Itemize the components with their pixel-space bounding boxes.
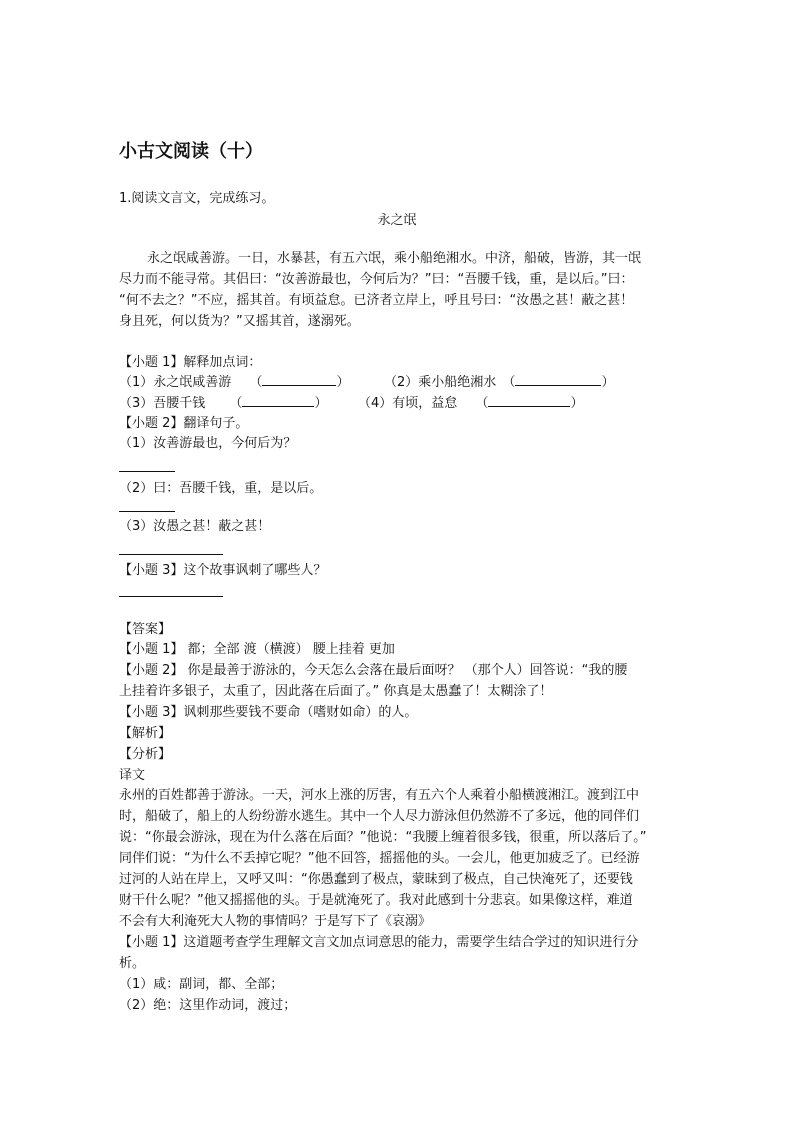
answer-line[interactable] bbox=[119, 554, 223, 555]
answer-line-text: 上挂着许多银子，太重了，因此落在后面了。” 你真是太愚蠢了！太糊涂了！ bbox=[119, 684, 553, 699]
answer-blank[interactable] bbox=[488, 394, 570, 407]
translation-line: 财干什么呢？”他又摇摇他的头。于是就淹死了。我对此感到十分悲哀。如果像这样，难道 bbox=[119, 893, 633, 908]
close-paren: ） bbox=[314, 396, 328, 411]
open-paren: （ bbox=[249, 375, 263, 390]
translation-line: 过河的人站在岸上，又呼又叫：“你愚蠢到了极点，蒙昧到了极点，自己快淹死了，还要钱 bbox=[119, 872, 633, 887]
analysis-heading: 【分析】 bbox=[119, 747, 172, 762]
passage-line: 永之氓咸善游。一日，水暴甚，有五六氓，乘小船绝湘水。中济，船破，皆游，其一氓 bbox=[147, 251, 642, 266]
analysis-line: （1）咸：副词，都、全部； bbox=[119, 977, 284, 992]
q2-heading: 【小题 2】翻译句子。 bbox=[119, 416, 249, 431]
q1-item-1 bbox=[119, 373, 349, 393]
close-paren: ） bbox=[570, 396, 584, 411]
page-title: 小古文阅读（十） bbox=[119, 141, 263, 162]
translation-line: 说：“你最会游泳，现在为什么落在后面？”他说：“我腰上缠着很多钱，很重，所以落后了。” bbox=[119, 830, 647, 845]
answer-blank[interactable] bbox=[515, 373, 601, 386]
q1-item-2 bbox=[384, 373, 614, 393]
analysis-line: 【小题 1】这道题考查学生理解文言文加点词意思的能力，需要学生结合学过的知识进行分 bbox=[119, 935, 639, 950]
q1-item-label: （2）乘小船绝湘水 bbox=[384, 375, 497, 390]
close-paren: ） bbox=[336, 375, 350, 390]
q1-item-label: （4）有顷，益怠 bbox=[358, 396, 458, 411]
q2-item-3: （3）汝愚之甚！蔽之甚！ bbox=[119, 519, 271, 534]
q2-item-2: （2）曰：吾腰千钱，重，是以后。 bbox=[119, 481, 323, 496]
answer-blank[interactable] bbox=[242, 394, 314, 407]
answer-line-text: 【小题 3】讽刺那些要钱不要命（嗜财如命）的人。 bbox=[119, 705, 418, 720]
q2-item-1: （1）汝善游最也，今何后为？ bbox=[119, 436, 297, 451]
answer-line[interactable] bbox=[119, 511, 175, 512]
translation-line: 不会有大利淹死大人物的事情吗？于是写下了《哀溺》 bbox=[119, 914, 432, 929]
q1-heading: 【小题 1】解释加点词： bbox=[119, 355, 262, 370]
translation-line: 永州的百姓都善于游泳。一天，河水上涨的厉害，有五六个人乘着小船横渡湘江。渡到江中 bbox=[119, 788, 640, 803]
translation-line: 同伴们说：“为什么不丢掉它呢？”他不回答，摇摇他的头。一会儿，他更加疲乏了。已经游 bbox=[119, 851, 640, 866]
answer-line[interactable] bbox=[119, 471, 175, 472]
translation-line: 时，船破了，船上的人纷纷游水逃生。其中一个人尽力游泳但仍然游不了多远，他的同伴们 bbox=[119, 809, 640, 824]
answer-line[interactable] bbox=[119, 596, 223, 597]
q3-heading: 【小题 3】这个故事讽刺了哪些人？ bbox=[119, 563, 327, 578]
passage-line: “何不去之？”不应，摇其首。有顷益怠。已济者立岸上，呼且号曰：“汝愚之甚！蔽之甚！ bbox=[119, 293, 634, 308]
passage-title: 永之氓 bbox=[377, 213, 417, 228]
q1-item-label: （3）吾腰千钱 bbox=[119, 396, 206, 411]
open-paren: （ bbox=[502, 375, 516, 390]
q1-item-4 bbox=[358, 394, 583, 414]
analysis-line: （2）绝：这里作动词，渡过； bbox=[119, 998, 297, 1013]
open-paren: （ bbox=[229, 396, 243, 411]
answer-line-text: 【小题 2】 你是最善于游泳的，今天怎么会落在最后面呀？ （那个人）回答说：“我的腰 bbox=[119, 663, 628, 678]
q1-item-label: （1）永之氓咸善游 bbox=[119, 375, 232, 390]
translation-heading: 译文 bbox=[119, 768, 146, 783]
open-paren: （ bbox=[475, 396, 489, 411]
passage-line: 身且死，何以货为？”又摇其首，遂溺死。 bbox=[119, 314, 360, 329]
question-intro: 1.阅读文言文，完成练习。 bbox=[119, 191, 275, 206]
q1-item-3 bbox=[119, 394, 327, 414]
answer-heading: 【答案】 bbox=[119, 622, 172, 637]
answer-blank[interactable] bbox=[262, 373, 336, 386]
analysis-line: 析。 bbox=[119, 956, 146, 971]
close-paren: ） bbox=[601, 375, 615, 390]
explanation-heading: 【解析】 bbox=[119, 726, 172, 741]
answer-line-text: 【小题 1】 都；全部 渡（横渡） 腰上挂着 更加 bbox=[119, 642, 395, 657]
passage-line: 尽力而不能寻常。其侣曰：“汝善游最也，今何后为？”曰：“吾腰千钱，重，是以后。”曰： bbox=[119, 272, 634, 287]
